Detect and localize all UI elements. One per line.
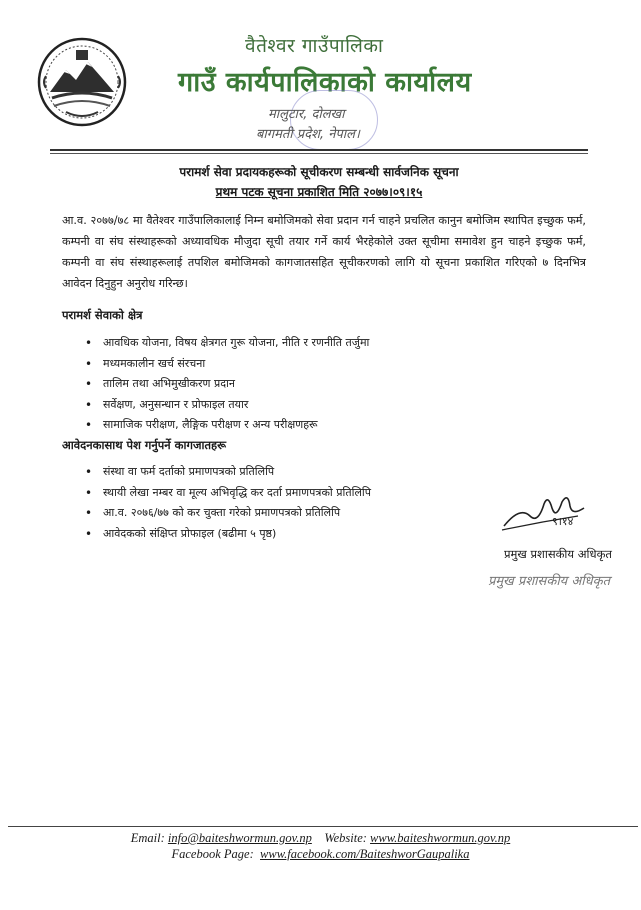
footer-facebook [0, 847, 641, 862]
list-item: • मध्यमकालीन खर्च संरचना [85, 354, 369, 375]
list-item: • तालिम तथा अभिमुखीकरण प्रदान [85, 374, 369, 395]
email-label: Email: [130, 831, 165, 845]
signature-date: ९।१४ [552, 515, 574, 528]
notice-body: आ.व. २०७७/७८ मा वैतेश्वर गाउँपालिकालाई निम्न बमोजिमको सेवा प्रदान गर्न चाहने प्रचलित कानुन बमोजिम स्थापित इच्छुक फर्म, कम्पनी वा संघ संस्थाहरूको अध्यावधिक मौजुदा सूची तयार गर्ने कार्य भैरहेकोले उक्त सूचीमा समावेश हुन चाहने इच्छुक फर्म, कम्पनी वा संघ संस्थाहरूलाई तपशिल बमोजिमको कागजातसहित सूचीकरणको लागि यो सूचना प्रकाशित गरिएको ७ दिनभित्र आवेदन दिनुहुन अनुरोध गरिन्छ। [62, 214, 586, 290]
list-item: • सर्वेक्षण, अनुसन्धान र प्रोफाइल तयार [85, 395, 369, 416]
municipality-name: वैतेश्वर गाउँपालिका [245, 35, 384, 57]
office-name: गाउँ कार्यपालिकाको कार्यालय [178, 67, 472, 98]
email-link[interactable]: info@baiteshwormun.gov.np [167, 831, 312, 845]
facebook-link[interactable]: www.facebook.com/BaiteshworGaupalika [260, 847, 470, 861]
services-list [85, 333, 369, 436]
province-line: बागमती प्रदेश, नेपाल। [256, 127, 360, 142]
list-item: • आवेदकको संक्षिप्त प्रोफाइल (बढीमा ५ पृष्ठ) [85, 524, 371, 545]
header-divider [50, 149, 588, 151]
documents-list [85, 462, 371, 544]
district-line: मालुटार, दोलखा [268, 107, 345, 122]
notice-published-text: प्रथम पटक सूचना प्रकाशित मिति २०७७।०९।१५ [215, 185, 423, 199]
list-item: • आ.व. २०७६/७७ को कर चुक्ता गरेको प्रमाणपत्रको प्रतिलिपि [85, 503, 371, 524]
footer-contact [0, 831, 641, 846]
municipality-logo [36, 36, 128, 128]
list-item: • आवधिक योजना, विषय क्षेत्रगत गुरू योजना, नीति र रणनीति तर्जुमा [85, 333, 369, 354]
officer-title: प्रमुख प्रशासकीय अधिकृत [504, 547, 612, 561]
website-label: Website: [324, 831, 367, 845]
list-item: • स्थायी लेखा नम्बर वा मूल्य अभिवृद्धि कर दर्ता प्रमाणपत्रको प्रतिलिपि [85, 483, 371, 504]
footer-divider [8, 826, 638, 827]
notice-title: परामर्श सेवा प्रदायकहरूको सूचीकरण सम्बन्धी सार्वजनिक सूचना [179, 165, 459, 179]
documents-heading: आवेदनकासाथ पेश गर्नुपर्ने कागजातहरू [62, 438, 227, 452]
header-divider-thin [50, 153, 588, 154]
facebook-label: Facebook Page: [171, 847, 254, 861]
list-item: • संस्था वा फर्म दर्ताको प्रमाणपत्रको प्रतिलिपि [85, 462, 371, 483]
notice-published-date [50, 183, 588, 200]
signature [500, 486, 590, 536]
services-heading: परामर्श सेवाको क्षेत्र [62, 308, 143, 322]
list-item: • सामाजिक परीक्षण, लैङ्गिक परीक्षण र अन्य परीक्षणहरू [85, 415, 369, 436]
officer-stamp: प्रमुख प्रशासकीय अधिकृत [488, 574, 611, 589]
website-link[interactable]: www.baiteshwormun.gov.np [370, 831, 511, 845]
